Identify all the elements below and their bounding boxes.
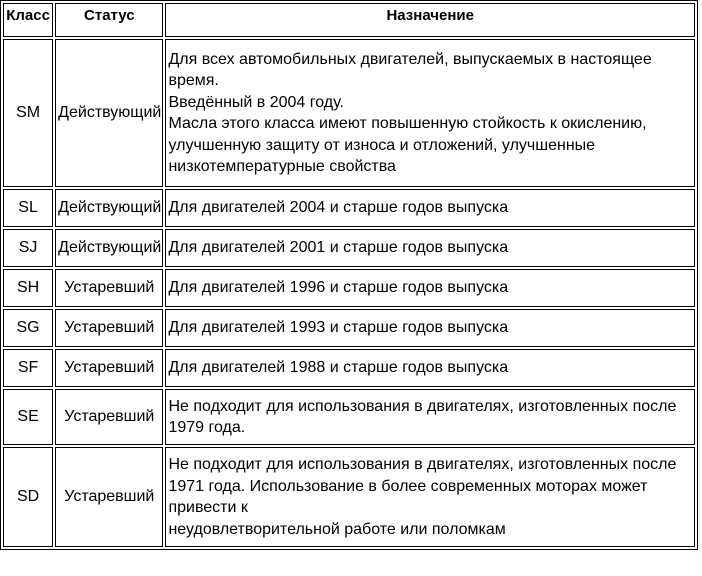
purpose-cell — [165, 389, 695, 445]
purpose-line: Не подходит для использования в двигателях, изготовленных после — [168, 456, 677, 473]
class-cell: SD — [3, 447, 53, 547]
purpose-line: 1979 года. — [168, 419, 246, 436]
purpose-line: Введённый в 2004 году. — [168, 93, 344, 111]
status-cell: Устаревший — [55, 447, 163, 547]
table-row — [3, 229, 695, 267]
class-cell: SL — [3, 189, 53, 227]
header-status: Статус — [55, 3, 163, 37]
table-row — [3, 447, 695, 547]
purpose-cell — [165, 229, 695, 267]
purpose-line: Не подходит для использования в двигателях, изготовленных после — [168, 397, 677, 415]
status-cell: Устаревший — [55, 269, 163, 307]
purpose-line: Для двигателей 1988 и старше годов выпуска — [168, 359, 509, 377]
table-row — [3, 189, 695, 227]
purpose-line: Для двигателей 1993 и старше годов выпуска — [168, 319, 509, 337]
table-row — [3, 309, 695, 347]
purpose-line: улучшенную защиту от износа и отложений, улучшенные — [168, 136, 596, 154]
class-cell: SJ — [3, 229, 53, 267]
table-row — [3, 269, 695, 307]
class-cell: SG — [3, 309, 53, 347]
purpose-line: низкотемпературные свойства — [168, 158, 396, 175]
purpose-cell — [165, 189, 695, 227]
table-row — [3, 389, 695, 445]
status-cell: Действующий — [55, 39, 163, 187]
purpose-cell — [165, 39, 695, 187]
status-cell: Устаревший — [55, 389, 163, 445]
purpose-line: время. — [168, 72, 219, 89]
purpose-cell — [165, 447, 695, 547]
purpose-line: неудовлетворительной работе или поломкам — [168, 520, 506, 538]
table-row — [3, 39, 695, 187]
table-row — [3, 349, 695, 387]
status-cell: Действующий — [55, 229, 163, 267]
class-cell: SM — [3, 39, 53, 187]
purpose-line: Для двигателей 2001 и старше годов выпуска — [168, 239, 509, 257]
purpose-line: Для двигателей 1996 и старше годов выпуска — [168, 279, 509, 297]
status-cell: Устаревший — [55, 349, 163, 387]
purpose-line: 1971 года. Использование в более современных моторах может — [168, 477, 648, 495]
header-purpose: Назначение — [165, 3, 695, 37]
purpose-line: Для двигателей 2004 и старше годов выпуска — [168, 199, 509, 217]
class-cell: SE — [3, 389, 53, 445]
purpose-line: Масла этого класса имеют повышенную стойкость к окислению, — [168, 115, 647, 132]
purpose-line: Для всех автомобильных двигателей, выпускаемых в настоящее — [168, 50, 652, 68]
purpose-cell — [165, 309, 695, 347]
class-cell: SF — [3, 349, 53, 387]
purpose-line: привести к — [168, 499, 248, 516]
purpose-cell — [165, 269, 695, 307]
status-cell: Действующий — [55, 189, 163, 227]
header-class: Класс — [3, 3, 53, 37]
status-cell: Устаревший — [55, 309, 163, 347]
class-cell: SH — [3, 269, 53, 307]
header-row — [3, 3, 695, 37]
purpose-cell — [165, 349, 695, 387]
